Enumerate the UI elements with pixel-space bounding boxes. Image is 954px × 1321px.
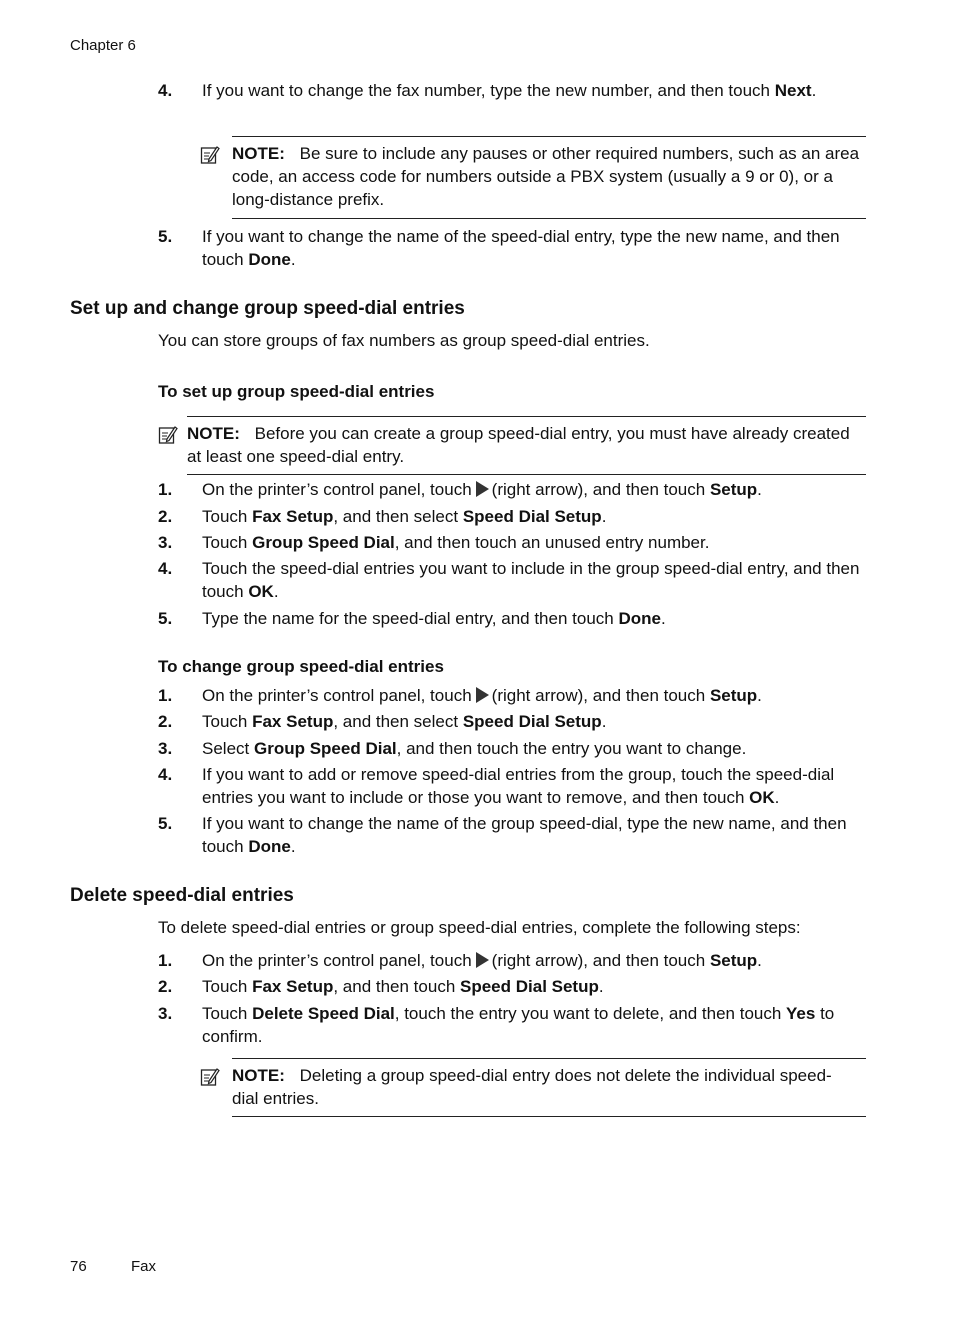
change-step-1 (158, 684, 868, 707)
step-text: Touch Fax Setup, and then select Speed Dial Setup. (202, 712, 607, 731)
note-icon (158, 425, 178, 445)
section-intro-delete: To delete speed-dial entries or group speed-dial entries, complete the following steps: (158, 918, 801, 937)
setup-step-3 (158, 531, 868, 554)
step-text: Touch Delete Speed Dial, touch the entry you want to delete, and then touch Yes to confirm. (202, 1004, 835, 1046)
step-text: On the printer’s control panel, touch (right arrow), and then touch Setup. (202, 686, 762, 705)
subheading-change: To change group speed-dial entries (158, 657, 444, 676)
setup-step-1 (158, 478, 868, 501)
note-text: NOTE: Be sure to include any pauses or other required numbers, such as an area code, an access code for numbers outside a PBX system (usually a 9 or 0), or a long-distance prefix. (232, 144, 860, 209)
step-number: 4. (158, 81, 173, 100)
note-box (232, 136, 866, 219)
note-icon (200, 1067, 220, 1087)
setup-step-5 (158, 607, 868, 630)
section-intro-group: You can store groups of fax numbers as group speed-dial entries. (158, 331, 650, 350)
change-step-4 (158, 763, 868, 809)
delete-step-3 (158, 1002, 868, 1048)
step-number: 1. (158, 686, 173, 705)
step-number: 3. (158, 1004, 173, 1023)
setup-step-4 (158, 557, 868, 603)
step-text: On the printer’s control panel, touch (right arrow), and then touch Setup. (202, 480, 762, 499)
step-number: 3. (158, 533, 173, 552)
step-number: 4. (158, 765, 173, 784)
right-arrow-icon (476, 481, 489, 497)
step-number: 2. (158, 712, 173, 731)
change-step-5 (158, 812, 868, 858)
right-arrow-icon (476, 687, 489, 703)
step-number: 5. (158, 814, 173, 833)
setup-step-2 (158, 505, 868, 528)
step-text: If you want to change the fax number, type the new number, and then touch Next. (202, 81, 817, 100)
step-text: Touch the speed-dial entries you want to include in the group speed-dial entry, and then touch OK. (202, 559, 860, 601)
list-item-4 (158, 79, 868, 102)
step-number: 1. (158, 951, 173, 970)
step-number: 4. (158, 559, 173, 578)
delete-step-2 (158, 975, 868, 998)
page-number: 76 (70, 1258, 87, 1275)
subheading-setup: To set up group speed-dial entries (158, 382, 435, 401)
step-text: Select Group Speed Dial, and then touch the entry you want to change. (202, 739, 747, 758)
note-icon (200, 145, 220, 165)
delete-step-1 (158, 949, 868, 972)
step-text: If you want to add or remove speed-dial entries from the group, touch the speed-dial entries you want to include or those you want to remove, and then touch OK. (202, 765, 835, 807)
step-text: If you want to change the name of the group speed-dial, type the new name, and then touch Done. (202, 814, 847, 856)
list-item-5 (158, 225, 868, 271)
note-box (232, 1058, 866, 1117)
section-heading-delete: Delete speed-dial entries (70, 885, 294, 906)
step-text: Touch Group Speed Dial, and then touch an unused entry number. (202, 533, 710, 552)
note-text: NOTE: Deleting a group speed-dial entry does not delete the individual speed-dial entries. (232, 1066, 832, 1108)
step-text: On the printer’s control panel, touch (right arrow), and then touch Setup. (202, 951, 762, 970)
step-text: Type the name for the speed-dial entry, and then touch Done. (202, 609, 666, 628)
note-box (187, 416, 866, 475)
step-number: 5. (158, 227, 173, 246)
change-step-3 (158, 737, 868, 760)
footer-section-title: Fax (131, 1258, 157, 1275)
change-step-2 (158, 710, 868, 733)
step-number: 1. (158, 480, 173, 499)
section-heading-group: Set up and change group speed-dial entries (70, 298, 465, 319)
step-number: 2. (158, 977, 173, 996)
chapter-header: Chapter 6 (70, 37, 136, 54)
step-text: Touch Fax Setup, and then select Speed Dial Setup. (202, 507, 607, 526)
right-arrow-icon (476, 952, 489, 968)
step-text: Touch Fax Setup, and then touch Speed Dial Setup. (202, 977, 604, 996)
step-number: 2. (158, 507, 173, 526)
step-text: If you want to change the name of the speed-dial entry, type the new name, and then touch Done. (202, 227, 840, 269)
step-number: 5. (158, 609, 173, 628)
step-number: 3. (158, 739, 173, 758)
note-text: NOTE: Before you can create a group speed-dial entry, you must have already created at least one speed-dial entry. (187, 424, 850, 466)
